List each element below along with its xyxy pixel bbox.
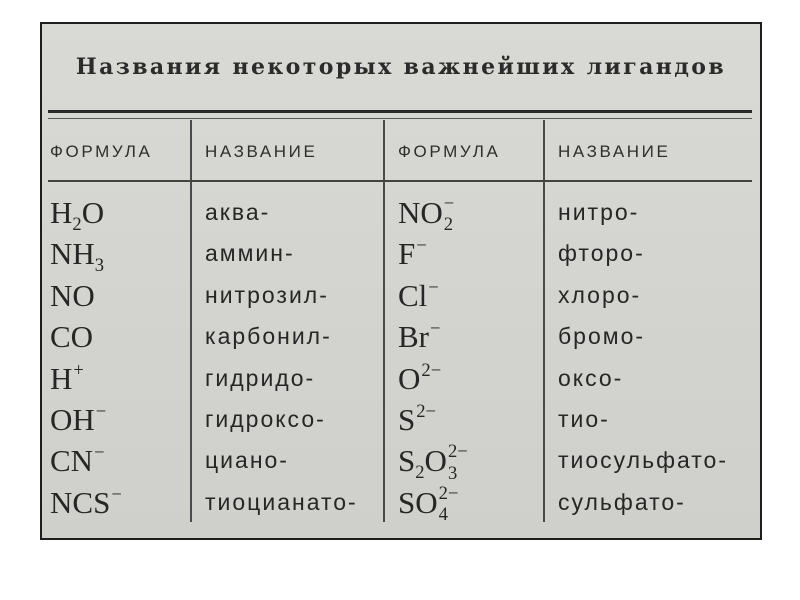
name-cell-right: сульфато- [558, 488, 686, 515]
formula-symbol: S [398, 443, 416, 479]
table-row [42, 482, 760, 526]
formula-cell-right [398, 316, 441, 357]
table-row [42, 233, 760, 277]
superscript-charge: − [443, 193, 455, 215]
formula-cell-right [398, 358, 441, 399]
formula-cell-right [398, 440, 468, 484]
top-rule-thick [48, 110, 752, 113]
charge-stack [448, 441, 468, 484]
name-cell-left: гидроксо- [205, 405, 326, 432]
header-name-left: НАЗВАНИЕ [205, 142, 318, 161]
superscript-charge: − [111, 483, 122, 505]
header-name-right: НАЗВАНИЕ [558, 142, 671, 161]
formula-symbol: NCS [50, 484, 111, 520]
formula-symbol: CN [50, 443, 94, 479]
charge-stack [444, 193, 455, 236]
superscript-charge: − [94, 442, 105, 464]
name-cell-left: аммин- [205, 240, 295, 267]
formula-symbol: CO [50, 319, 94, 355]
table-title: Названия некоторых важнейших лигандов [75, 54, 727, 80]
formula-cell-left [50, 316, 93, 357]
superscript-charge: 2− [416, 400, 437, 422]
superscript-charge: − [430, 318, 441, 340]
formula-cell-right [398, 482, 459, 526]
name-cell-right: фторо- [558, 240, 645, 267]
formula-cell-left [50, 358, 84, 399]
name-cell-right: хлоро- [558, 281, 642, 308]
formula-cell-left [50, 482, 122, 523]
name-cell-left: циано- [205, 447, 289, 474]
table-row [42, 275, 760, 316]
formula-symbol: H [50, 360, 73, 396]
name-cell-left: аква- [205, 199, 271, 225]
formula-cell-right [398, 192, 455, 236]
formula-symbol: H [50, 195, 73, 230]
name-cell-left: карбонил- [205, 323, 332, 350]
name-cell-right: нитро- [558, 199, 640, 225]
charge-stack [439, 483, 459, 526]
formula-symbol: F [398, 236, 416, 272]
formula-symbol: O [398, 360, 421, 396]
name-cell-right: бромо- [558, 323, 646, 350]
formula-cell-right [398, 399, 436, 440]
formula-cell-left [50, 440, 105, 481]
header-formula-right: ФОРМУЛА [398, 142, 501, 161]
table-row [42, 192, 760, 236]
top-rule-thin [48, 118, 752, 119]
name-cell-right: тио- [558, 405, 610, 432]
subscript-count: 2 [415, 462, 425, 484]
subscript-count: 3 [94, 255, 105, 277]
table-body [42, 192, 760, 526]
formula-symbol: NH [50, 236, 95, 272]
formula-cell-right [398, 275, 439, 316]
formula-symbol: OH [50, 401, 95, 437]
superscript-charge: − [428, 276, 439, 298]
formula-cell-left [50, 275, 95, 316]
subscript-count: 2 [443, 214, 454, 236]
table-row [42, 399, 760, 440]
name-cell-right: тиосульфато- [558, 447, 729, 474]
superscript-charge: 2− [447, 441, 468, 463]
formula-symbol: SO [398, 484, 438, 520]
superscript-charge: + [73, 359, 84, 381]
formula-symbol: NO [50, 277, 95, 313]
header-rule [48, 180, 752, 182]
name-cell-left: тиоцианато- [205, 488, 358, 515]
formula-symbol: Br [398, 319, 429, 355]
formula-cell-left [50, 399, 106, 440]
formula-cell-left [50, 233, 105, 277]
scanned-table [40, 22, 762, 540]
superscript-charge: 2− [438, 482, 459, 504]
formula-symbol: O [81, 195, 105, 230]
table-row [42, 316, 760, 357]
superscript-charge: − [416, 235, 427, 257]
superscript-charge: − [95, 400, 107, 422]
subscript-count: 3 [447, 462, 458, 484]
name-cell-right: оксо- [558, 364, 624, 391]
formula-symbol: Cl [398, 277, 428, 313]
table-row [42, 358, 760, 399]
formula-symbol: O [424, 443, 447, 479]
table-row [42, 440, 760, 484]
superscript-charge: 2− [421, 359, 442, 381]
formula-symbol: NO [398, 195, 443, 230]
name-cell-left: гидридо- [205, 364, 316, 391]
formula-cell-left [50, 192, 105, 236]
formula-cell-right [398, 233, 427, 274]
formula-symbol: S [398, 401, 416, 437]
subscript-count: 4 [438, 504, 448, 526]
header-formula-left: ФОРМУЛА [50, 142, 153, 161]
name-cell-left: нитрозил- [205, 281, 329, 308]
subscript-count: 2 [72, 214, 82, 236]
